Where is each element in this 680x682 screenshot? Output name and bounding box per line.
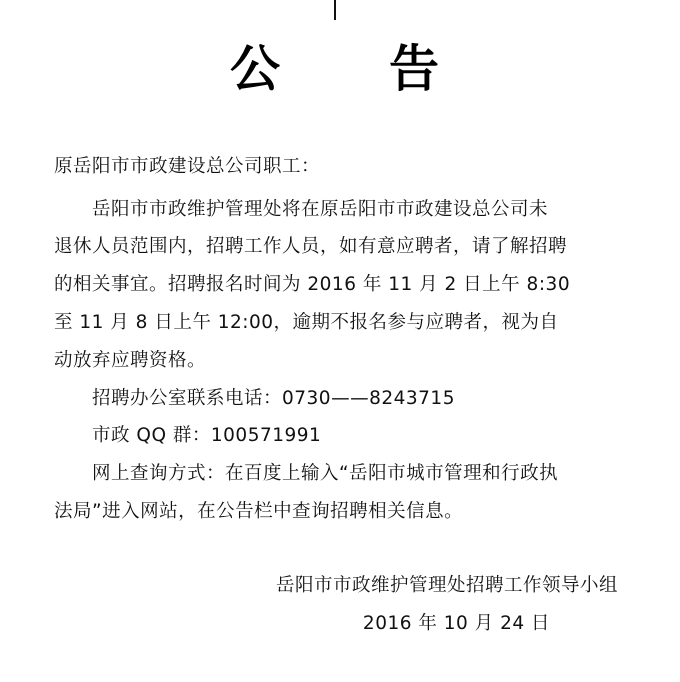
body-line-3: 的相关事宜。招聘报名时间为 2016 年 11 月 2 日上午 8:30 [54, 274, 571, 295]
title-char-1: 公 [230, 40, 280, 98]
notice-title [0, 38, 680, 100]
qq-group-line: 市政 QQ 群：100571991 [92, 425, 322, 446]
phone-line: 招聘办公室联系电话：0730——8243715 [92, 388, 455, 409]
online-query-line-1: 网上查询方式：在百度上输入“岳阳市城市管理和行政执 [92, 463, 559, 484]
title-char-2: 告 [389, 40, 439, 98]
signature-date: 2016 年 10 月 24 日 [362, 613, 550, 634]
signature-organization: 岳阳市市政维护管理处招聘工作领导小组 [275, 575, 618, 596]
body-line-1: 岳阳市市政维护管理处将在原岳阳市市政建设总公司未 [92, 199, 549, 220]
online-query-line-2: 法局”进入网站，在公告栏中查询招聘相关信息。 [54, 501, 464, 522]
salutation: 原岳阳市市政建设总公司职工： [54, 156, 321, 177]
text-cursor-mark [334, 0, 336, 20]
body-line-4: 至 11 月 8 日上午 12:00，逾期不报名参与应聘者，视为自 [54, 312, 559, 333]
body-line-2: 退休人员范围内，招聘工作人员，如有意应聘者，请了解招聘 [54, 236, 568, 257]
body-line-5: 动放弃应聘资格。 [54, 350, 207, 371]
